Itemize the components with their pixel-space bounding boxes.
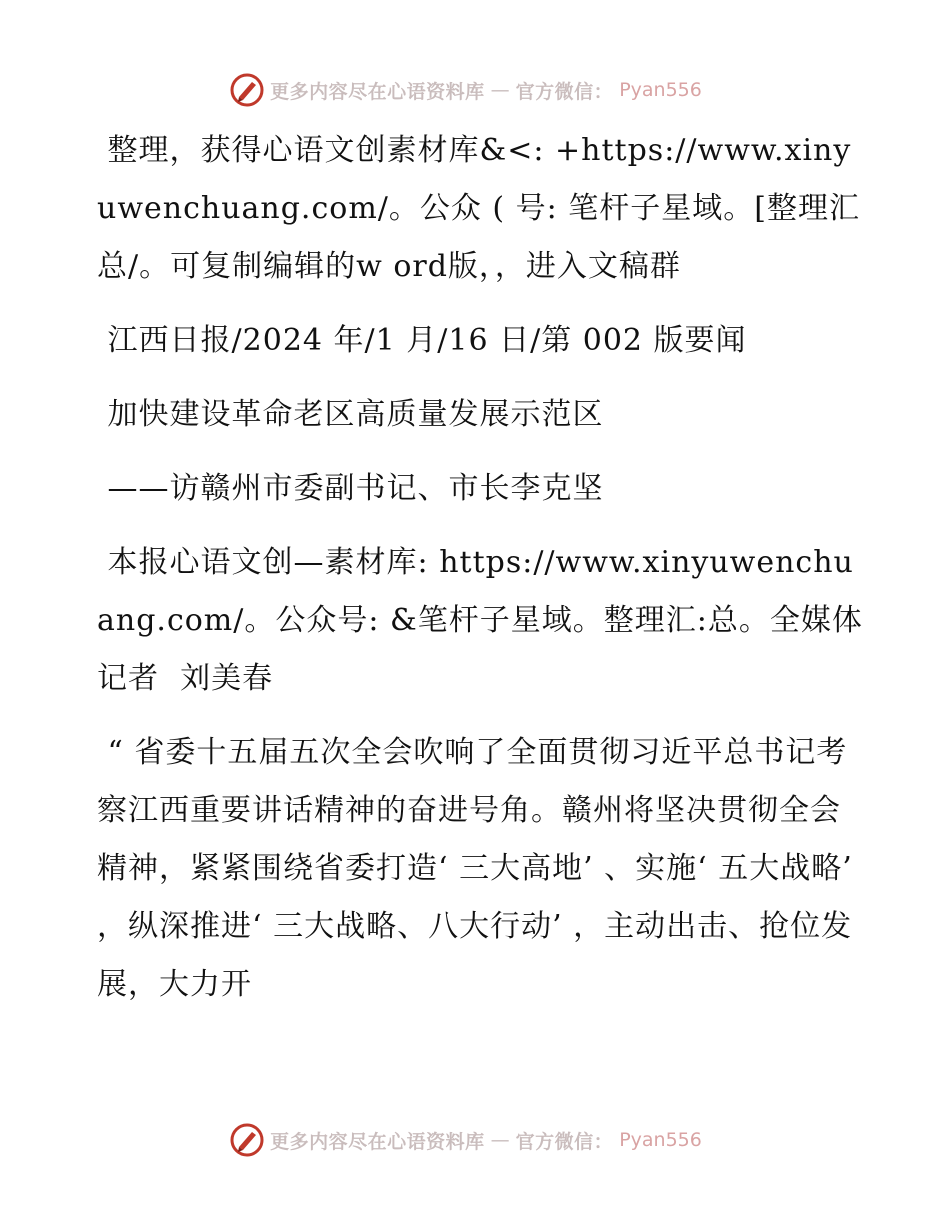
paragraph-intro: 整理，获得心语文创素材库&<: +https://www.xinyuwenchuang.com/。公众 ( 号: 笔杆子星域。[整理汇总/。可复制编辑的w ord版，，进入文稿群 <box>97 133 861 284</box>
watermark-banner-top <box>0 70 950 110</box>
watermark-wechat-label: 官方微信： <box>515 80 614 103</box>
watermark-handle: Pyan556 <box>619 79 702 101</box>
pen-logo-icon <box>230 1123 264 1157</box>
watermark-text: 更多内容尽在心语资料库 <box>270 80 485 103</box>
watermark-handle: Pyan556 <box>619 1129 702 1151</box>
article-body <box>97 122 867 1014</box>
watermark-banner-bottom <box>0 1120 950 1160</box>
article-subtitle: ——访赣州市委副书记、市长李克坚 <box>97 471 604 506</box>
watermark-wechat-label: 官方微信： <box>515 1130 614 1153</box>
watermark-dash: — <box>490 79 510 101</box>
pen-logo-icon <box>230 73 264 107</box>
watermark-text: 更多内容尽在心语资料库 <box>270 1130 485 1153</box>
paragraph-byline: 本报心语文创—素材库: https://www.xinyuwenchuang.com/。公众号: &笔杆子星域。整理汇:总。全媒体记者 刘美春 <box>97 545 863 696</box>
watermark-inner <box>230 73 702 107</box>
watermark-dash: — <box>490 1129 510 1151</box>
paragraph-source: 江西日报/2024 年/1 月/16 日/第 002 版要闻 <box>97 323 747 358</box>
paragraph-body: “ 省委十五届五次全会吹响了全面贯彻习近平总书记考察江西重要讲话精神的奋进号角。赣州将坚决贯彻全会精神，紧紧围绕省委打造‘ 三大高地’ 、实施‘ 五大战略’ ，纵深推进‘ 三大战略、八大行动’ ，主动出击、抢位发展，大力开 <box>97 735 864 1002</box>
article-title: 加快建设革命老区高质量发展示范区 <box>97 397 604 432</box>
watermark-inner <box>230 1123 702 1157</box>
